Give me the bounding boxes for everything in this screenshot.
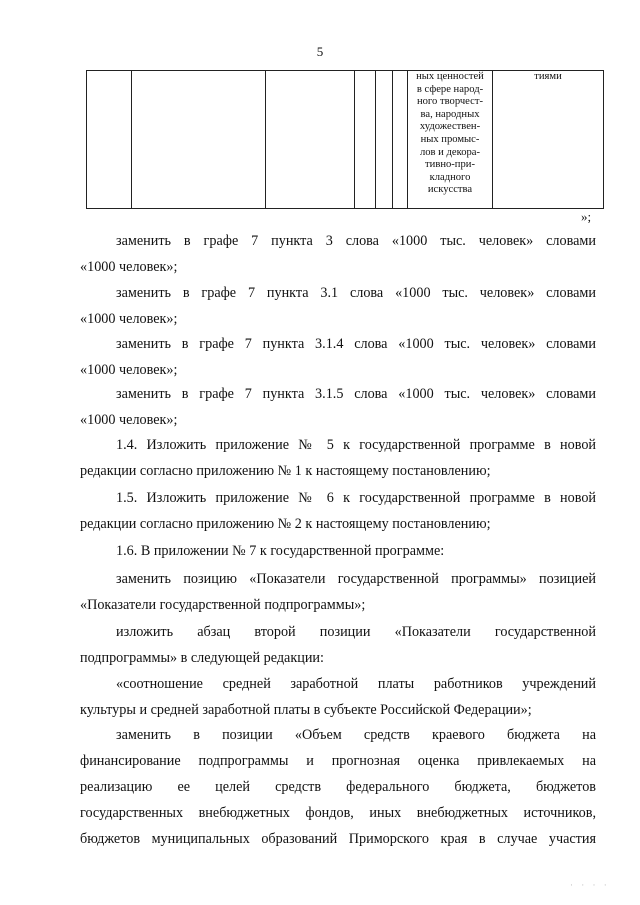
paragraph-line: финансирование подпрограммы и прогнозная оценка привлекаемых на — [80, 753, 596, 769]
paragraph-1-4 — [80, 432, 596, 484]
page-number: 5 — [316, 44, 324, 59]
paragraph-line: 1.4. Изложить приложение № 5 к государственной программе в новой — [116, 437, 596, 453]
table-cell-col5 — [376, 71, 393, 209]
cell-line: ного творчест- — [416, 96, 484, 108]
cell-line: ных ценностей — [416, 71, 484, 82]
paragraph-1-6 — [80, 538, 596, 564]
paragraph-line: 1.6. В приложении № 7 к государственной программе: — [116, 543, 445, 559]
paragraph-line: 1.5. Изложить приложение № 6 к государственной программе в новой — [116, 490, 596, 506]
paragraph-line: государственных внебюджетных фондов, иных внебюджетных источников, — [80, 805, 596, 821]
table-cell-col8 — [493, 71, 604, 209]
paragraph-amend-item-3-1-5 — [80, 381, 596, 433]
paragraph-amend-item-3 — [80, 228, 596, 280]
table-cell-col4 — [355, 71, 376, 209]
paragraph-line: «1000 человек»; — [80, 259, 178, 275]
paragraph-amend-item-3-1-4 — [80, 331, 596, 383]
paragraph-1-5 — [80, 485, 596, 537]
cell-line: художествен- — [419, 121, 481, 133]
table-cell-col3 — [266, 71, 355, 209]
paragraph-line: подпрограммы» в следующей редакции: — [80, 650, 324, 666]
paragraph-salary-ratio — [80, 671, 596, 723]
paragraph-line: заменить позицию «Показатели государственной программы» позицией — [116, 571, 596, 587]
paragraph-line: «1000 человек»; — [80, 412, 178, 428]
paragraph-line: «1000 человек»; — [80, 362, 178, 378]
paragraph-line: заменить в графе 7 пункта 3.1 слова «1000 тыс. человек» словами — [116, 285, 596, 301]
table-cell-col1 — [87, 71, 132, 209]
paragraph-replace-budget-position — [80, 722, 596, 852]
paragraph-line: «1000 человек»; — [80, 311, 178, 327]
paragraph-line: заменить в графе 7 пункта 3 слова «1000 тыс. человек» словами — [116, 233, 596, 249]
table-cell-col2 — [132, 71, 266, 209]
paragraph-line: «соотношение средней заработной платы работников учреждений — [116, 676, 596, 692]
table-cell-col6 — [393, 71, 408, 209]
paragraph-line: культуры и средней заработной платы в субъекте Российской Федерации»; — [80, 702, 532, 718]
table-cell-col7 — [408, 71, 493, 209]
cell-line: искусства — [427, 184, 473, 196]
paragraph-line: заменить в графе 7 пункта 3.1.5 слова «1000 тыс. человек» словами — [116, 386, 596, 402]
paragraph-replace-position — [80, 566, 596, 618]
paragraph-line: «Показатели государственной подпрограммы»; — [80, 597, 366, 613]
cell-line: в сфере народ- — [416, 83, 484, 95]
paragraph-restate-second-para — [80, 619, 596, 671]
scan-artifact-dots: · · · · — [570, 880, 610, 890]
paragraph-line: реализацию ее целей средств федерального бюджета, бюджетов — [80, 779, 596, 795]
cell-line: тивно-при- — [425, 159, 475, 171]
cell-line: ва, народных — [420, 108, 480, 120]
table-fragment — [86, 70, 604, 209]
paragraph-line: бюджетов муниципальных образований Приморского края в случае участия — [80, 831, 596, 847]
paragraph-line: заменить в позиции «Объем средств краевого бюджета на — [116, 727, 596, 743]
table-row — [87, 71, 604, 209]
paragraph-amend-item-3-1 — [80, 280, 596, 332]
cell-line: лов и декора- — [419, 146, 481, 158]
cell-line: тиями — [534, 71, 562, 82]
paragraph-line: редакции согласно приложению № 1 к настоящему постановлению; — [80, 463, 491, 479]
paragraph-line: редакции согласно приложению № 2 к настоящему постановлению; — [80, 516, 491, 532]
cell-line: кладного — [429, 171, 471, 183]
paragraph-line: заменить в графе 7 пункта 3.1.4 слова «1000 тыс. человек» словами — [116, 336, 596, 352]
cell-line: ных промыс- — [420, 133, 480, 145]
closing-quote-mark: »; — [581, 209, 592, 224]
paragraph-line: изложить абзац второй позиции «Показатели государственной — [116, 624, 596, 640]
